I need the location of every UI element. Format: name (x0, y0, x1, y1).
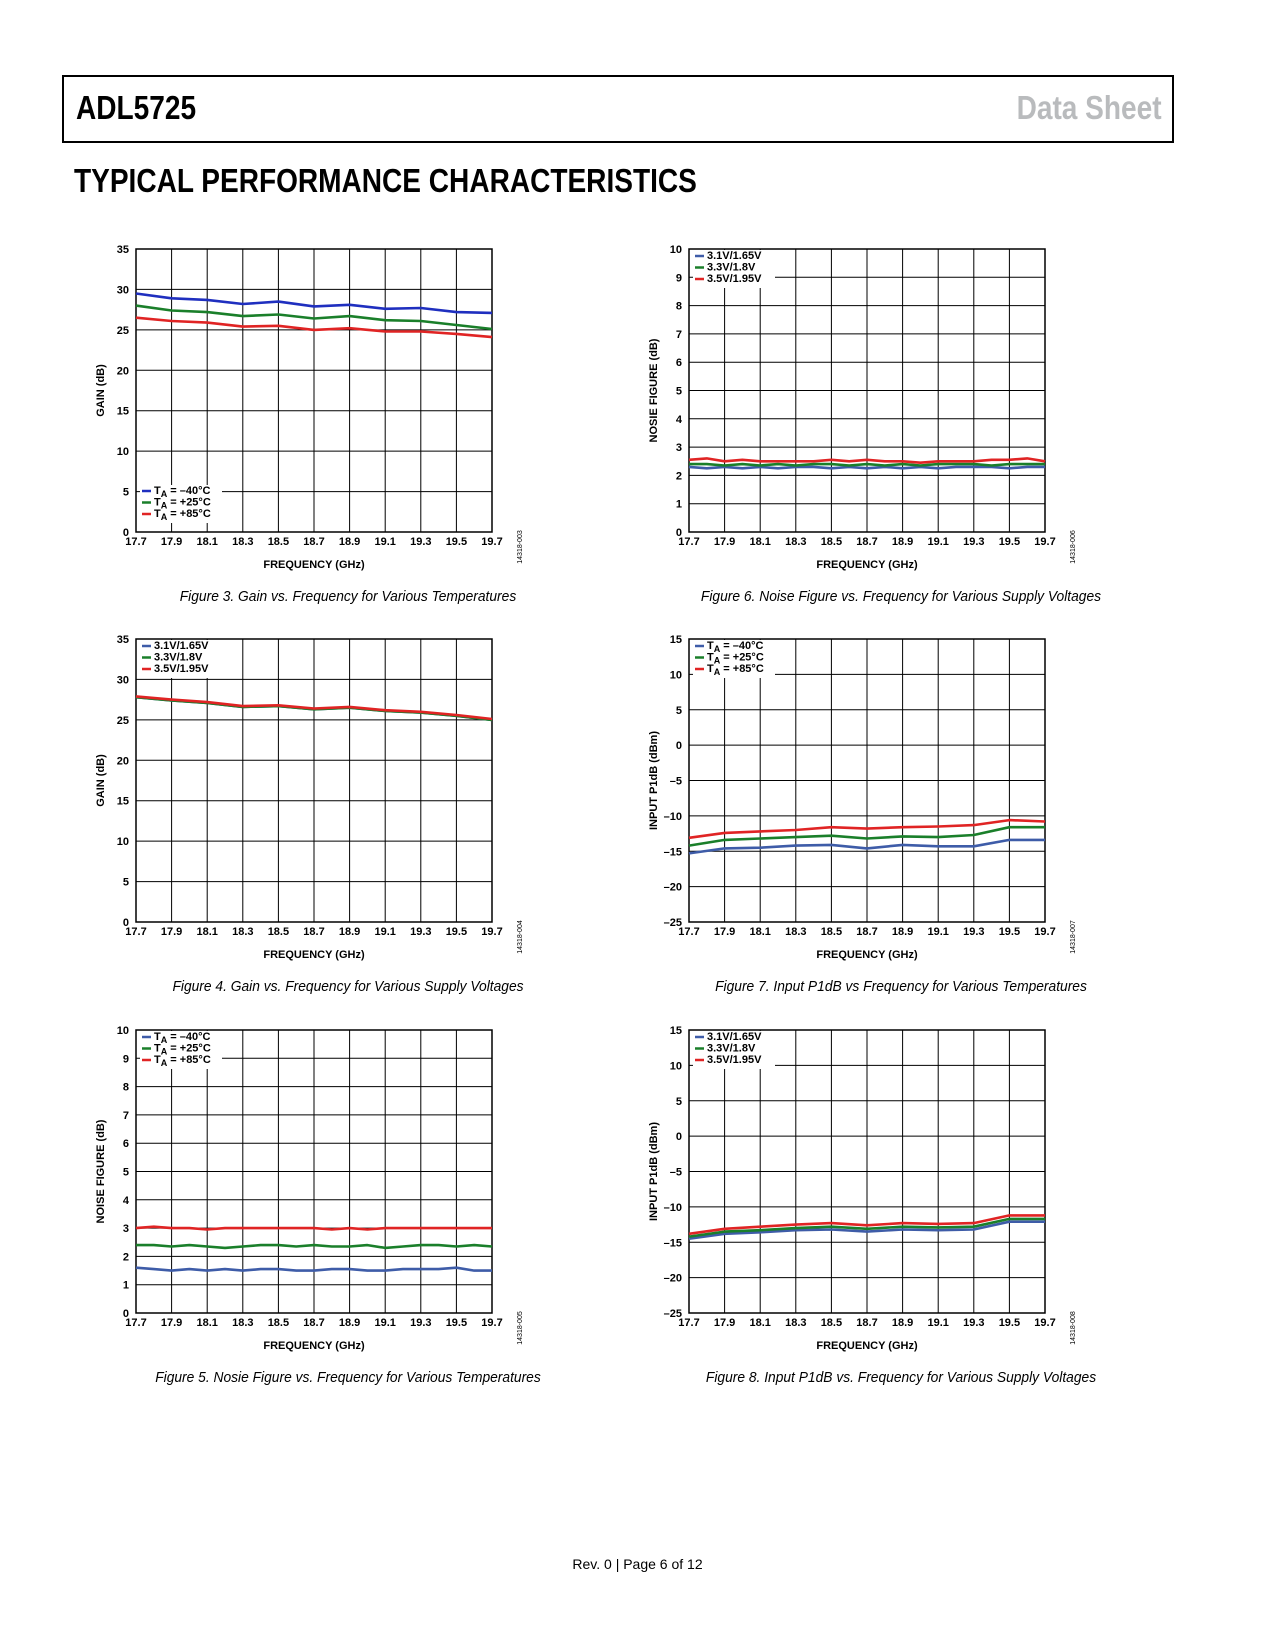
x-tick-label: 19.5 (445, 536, 468, 548)
figure-caption: Figure 7. Input P1dB vs Frequency for Various Temperatures (715, 978, 1087, 995)
legend-label: $T_A = -40^\circ C$ (154, 485, 211, 499)
figure-caption: Figure 5. Nosie Figure vs. Frequency for Various Temperatures (155, 1369, 541, 1386)
series-line (689, 467, 1045, 468)
x-tick-label: 18.3 (232, 926, 254, 938)
chart-noise-figure-vs-temp (88, 1021, 608, 1361)
y-tick-label: 10 (116, 836, 129, 849)
legend-label: 3.1V/1.65V (707, 1031, 762, 1043)
x-tick-label: 19.1 (927, 926, 949, 938)
figure-code: 14318-008 (1070, 1311, 1077, 1345)
x-tick-label: 18.9 (891, 1317, 914, 1329)
x-tick-label: 19.7 (1034, 926, 1056, 938)
x-axis-label: FREQUENCY (GHz) (816, 559, 918, 571)
x-tick-label: 17.7 (125, 926, 147, 938)
figure-caption: Figure 6. Noise Figure vs. Frequency for Various Supply Voltages (700, 588, 1102, 605)
legend-label: $T_A = +85^\circ C$ (154, 1054, 211, 1068)
figure-caption: Figure 3. Gain vs. Frequency for Various Temperatures (179, 588, 517, 605)
y-axis-label: NOISE FIGURE (dB) (95, 1119, 107, 1224)
y-tick-label: 6 (122, 1138, 129, 1151)
y-tick-label: –25 (663, 1308, 682, 1320)
y-tick-label: 5 (675, 1095, 682, 1108)
x-tick-label: 17.9 (160, 926, 183, 938)
y-tick-label: 5 (122, 876, 129, 889)
x-tick-label: 19.1 (927, 1317, 949, 1329)
y-tick-label: –10 (663, 1201, 682, 1214)
y-tick-label: –20 (663, 1272, 682, 1285)
y-tick-label: 7 (122, 1109, 129, 1122)
y-tick-label: 10 (669, 244, 682, 256)
y-tick-label: 2 (675, 470, 682, 483)
y-tick-label: 5 (675, 385, 682, 398)
doc-type: Data Sheet (1017, 89, 1162, 126)
legend-label: 3.1V/1.65V (707, 250, 762, 262)
x-tick-label: 18.5 (267, 926, 290, 938)
x-tick-label: 18.7 (856, 926, 878, 938)
x-tick-label: 18.5 (820, 1317, 843, 1329)
y-tick-label: 35 (116, 244, 129, 256)
x-tick-label: 18.5 (820, 536, 843, 548)
x-tick-label: 17.9 (160, 536, 183, 548)
x-tick-label: 19.7 (481, 1317, 503, 1329)
x-tick-label: 18.7 (303, 926, 325, 938)
x-tick-label: 19.3 (963, 926, 985, 938)
x-axis-label: FREQUENCY (GHz) (816, 1340, 918, 1352)
y-axis-label: GAIN (dB) (95, 364, 107, 417)
figure-code: 14318-006 (1070, 530, 1077, 564)
x-tick-label: 18.3 (785, 536, 807, 548)
y-tick-label: 15 (116, 405, 129, 418)
y-tick-label: 8 (122, 1081, 129, 1094)
y-axis-label: NOSIE FIGURE (dB) (648, 338, 660, 443)
figure-6 (641, 240, 1161, 640)
x-tick-label: 18.7 (303, 1317, 325, 1329)
x-tick-label: 18.1 (196, 1317, 218, 1329)
y-axis-label: GAIN (dB) (95, 754, 107, 807)
legend-label: $T_A = +25^\circ C$ (707, 651, 764, 666)
y-tick-label: 20 (116, 755, 129, 768)
legend-label: 3.3V/1.8V (707, 1042, 756, 1055)
figure-4 (88, 630, 608, 1030)
legend-label: $T_A = -40^\circ C$ (707, 640, 764, 654)
y-tick-label: 20 (116, 365, 129, 378)
chart-p1db-vs-temp (641, 630, 1161, 970)
y-tick-label: 0 (122, 527, 129, 539)
x-axis-label: FREQUENCY (GHz) (263, 949, 365, 961)
y-tick-label: –10 (663, 810, 682, 823)
figure-5 (88, 1021, 608, 1421)
y-tick-label: 3 (675, 442, 682, 455)
x-tick-label: 17.9 (713, 926, 736, 938)
y-tick-label: 9 (675, 272, 682, 285)
figure-code: 14318-004 (517, 920, 524, 954)
x-tick-label: 19.1 (374, 926, 396, 938)
legend-label: 3.5V/1.95V (707, 1054, 762, 1066)
x-tick-label: 19.7 (1034, 536, 1056, 548)
figure-caption: Figure 8. Input P1dB vs. Frequency for Various Supply Voltages (705, 1369, 1097, 1386)
figure-code: 14318-003 (517, 530, 524, 564)
y-tick-label: 0 (675, 740, 682, 753)
chart-gain-vs-supply (88, 630, 608, 970)
y-tick-label: 0 (122, 1308, 129, 1320)
y-tick-label: 15 (669, 634, 682, 646)
x-tick-label: 18.1 (196, 536, 218, 548)
x-tick-label: 17.9 (713, 536, 736, 548)
y-tick-label: 8 (675, 300, 682, 313)
x-tick-label: 17.7 (678, 1317, 700, 1329)
y-tick-label: 3 (122, 1223, 129, 1236)
section-title: TYPICAL PERFORMANCE CHARACTERISTICS (74, 162, 697, 199)
y-tick-label: 15 (116, 795, 129, 808)
legend-label: 3.3V/1.8V (707, 261, 756, 274)
figure-code: 14318-007 (1070, 920, 1077, 954)
x-tick-label: 19.5 (998, 926, 1021, 938)
x-axis-label: FREQUENCY (GHz) (263, 559, 365, 571)
y-tick-label: 10 (116, 1025, 129, 1037)
x-tick-label: 18.3 (232, 536, 254, 548)
x-tick-label: 18.3 (785, 926, 807, 938)
x-tick-label: 18.5 (820, 926, 843, 938)
y-tick-label: –5 (669, 775, 682, 788)
x-tick-label: 18.9 (891, 926, 914, 938)
series-line (689, 464, 1045, 465)
y-tick-label: 1 (122, 1279, 129, 1292)
x-tick-label: 18.7 (303, 536, 325, 548)
page-footer: Rev. 0 | Page 6 of 12 (572, 1556, 703, 1572)
y-tick-label: –5 (669, 1166, 682, 1179)
y-tick-label: 35 (116, 634, 129, 646)
legend-label: $T_A = +25^\circ C$ (154, 496, 211, 511)
x-tick-label: 19.1 (374, 1317, 396, 1329)
x-tick-label: 19.3 (410, 926, 432, 938)
x-tick-label: 18.9 (338, 926, 361, 938)
figure-3 (88, 240, 608, 640)
x-tick-label: 19.1 (374, 536, 396, 548)
y-tick-label: 25 (116, 324, 129, 337)
y-tick-label: 0 (675, 527, 682, 539)
y-tick-label: 0 (122, 917, 129, 929)
x-tick-label: 17.9 (160, 1317, 183, 1329)
y-tick-label: 6 (675, 357, 682, 370)
y-tick-label: –20 (663, 881, 682, 894)
y-tick-label: 10 (669, 1060, 682, 1073)
y-tick-label: 2 (122, 1251, 129, 1264)
series-line (136, 1227, 492, 1230)
figure-8 (641, 1021, 1161, 1421)
x-tick-label: 18.9 (338, 536, 361, 548)
legend-label: 3.5V/1.95V (707, 273, 762, 285)
y-tick-label: 4 (675, 413, 682, 426)
y-tick-label: 7 (675, 328, 682, 341)
x-tick-label: 18.9 (891, 536, 914, 548)
x-tick-label: 19.3 (410, 1317, 432, 1329)
x-tick-label: 18.7 (856, 1317, 878, 1329)
x-axis-label: FREQUENCY (GHz) (263, 1340, 365, 1352)
y-tick-label: 1 (675, 498, 682, 511)
y-tick-label: 15 (669, 1025, 682, 1037)
figure-code: 14318-005 (517, 1311, 524, 1345)
legend-label: 3.3V/1.8V (154, 651, 203, 664)
figure-7 (641, 630, 1161, 1030)
x-tick-label: 17.9 (713, 1317, 736, 1329)
x-tick-label: 18.3 (232, 1317, 254, 1329)
chart-p1db-vs-supply (641, 1021, 1161, 1361)
x-tick-label: 19.5 (998, 1317, 1021, 1329)
x-axis-label: FREQUENCY (GHz) (816, 949, 918, 961)
x-tick-label: 19.7 (1034, 1317, 1056, 1329)
x-tick-label: 19.7 (481, 926, 503, 938)
y-tick-label: 5 (675, 704, 682, 717)
y-tick-label: 10 (669, 669, 682, 682)
part-number: ADL5725 (76, 89, 197, 126)
x-tick-label: 18.5 (267, 1317, 290, 1329)
legend-label: $T_A = +85^\circ C$ (707, 663, 764, 677)
chart-gain-vs-temp (88, 240, 608, 580)
y-axis-label: INPUT P1dB (dBm) (648, 731, 660, 830)
x-tick-label: 17.7 (678, 926, 700, 938)
x-tick-label: 19.7 (481, 536, 503, 548)
legend-label: $T_A = +25^\circ C$ (154, 1042, 211, 1057)
y-tick-label: 30 (116, 674, 129, 687)
x-tick-label: 17.7 (678, 536, 700, 548)
y-axis-label: INPUT P1dB (dBm) (648, 1122, 660, 1221)
x-tick-label: 19.3 (410, 536, 432, 548)
y-tick-label: –15 (663, 846, 682, 859)
x-tick-label: 19.5 (445, 1317, 468, 1329)
y-tick-label: 30 (116, 284, 129, 297)
x-tick-label: 18.1 (196, 926, 218, 938)
y-tick-label: 5 (122, 1166, 129, 1179)
x-tick-label: 19.3 (963, 1317, 985, 1329)
y-tick-label: –25 (663, 917, 682, 929)
x-tick-label: 19.1 (927, 536, 949, 548)
legend-label: 3.5V/1.95V (154, 663, 209, 675)
figure-caption: Figure 4. Gain vs. Frequency for Various Supply Voltages (172, 978, 524, 995)
x-tick-label: 18.1 (749, 1317, 771, 1329)
x-tick-label: 19.3 (963, 536, 985, 548)
x-tick-label: 18.1 (749, 926, 771, 938)
header-box (62, 75, 1174, 143)
legend-label: 3.1V/1.65V (154, 640, 209, 652)
chart-noise-figure-vs-supply (641, 240, 1161, 580)
x-tick-label: 19.5 (445, 926, 468, 938)
y-tick-label: 9 (122, 1053, 129, 1066)
x-tick-label: 18.9 (338, 1317, 361, 1329)
y-tick-label: 0 (675, 1131, 682, 1144)
x-tick-label: 18.5 (267, 536, 290, 548)
y-tick-label: 25 (116, 714, 129, 727)
legend-label: $T_A = -40^\circ C$ (154, 1031, 211, 1045)
x-tick-label: 18.1 (749, 536, 771, 548)
x-tick-label: 17.7 (125, 536, 147, 548)
x-tick-label: 19.5 (998, 536, 1021, 548)
y-tick-label: 10 (116, 446, 129, 459)
legend-label: $T_A = +85^\circ C$ (154, 508, 211, 522)
x-tick-label: 17.7 (125, 1317, 147, 1329)
y-tick-label: –15 (663, 1237, 682, 1250)
y-tick-label: 5 (122, 486, 129, 499)
x-tick-label: 18.3 (785, 1317, 807, 1329)
x-tick-label: 18.7 (856, 536, 878, 548)
y-tick-label: 4 (122, 1194, 129, 1207)
